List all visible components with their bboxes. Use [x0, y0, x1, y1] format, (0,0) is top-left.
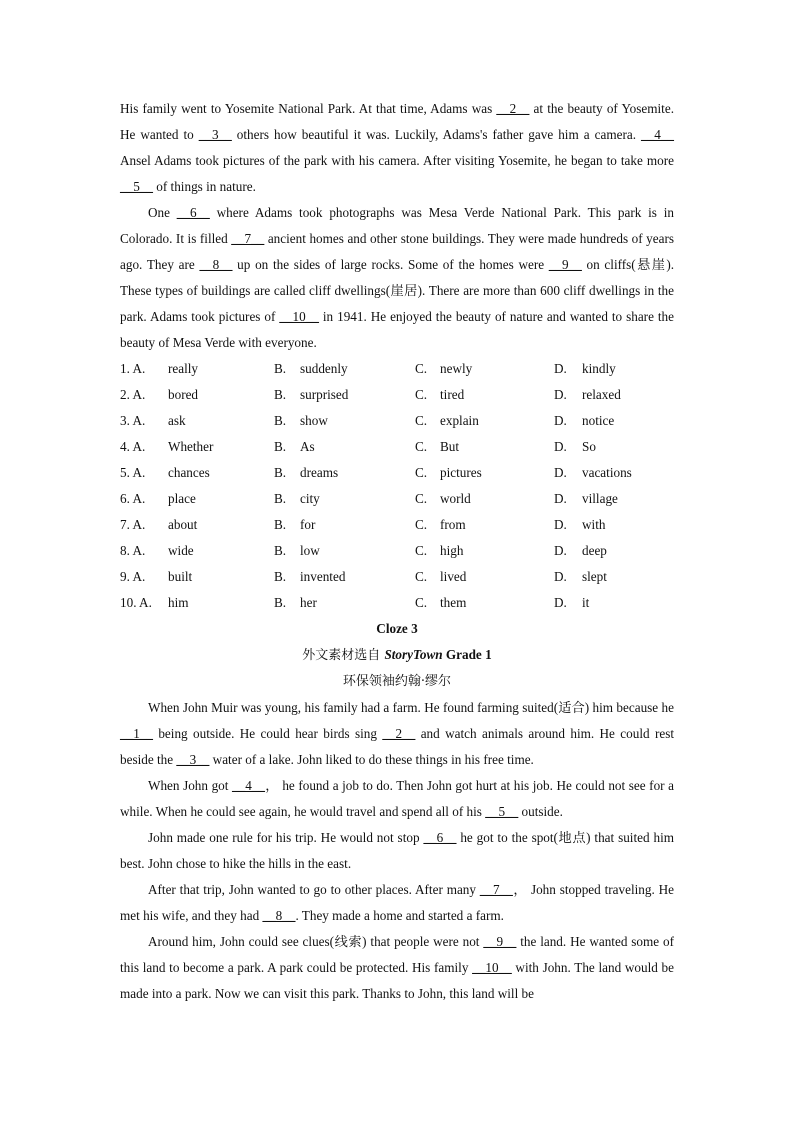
- answer-blank: __2__: [382, 726, 416, 741]
- option-a: wide: [168, 543, 194, 558]
- option-c: newly: [440, 361, 473, 376]
- text-run: on cliffs(悬崖). These types of buildings are called cliff dwellings(崖居). There are more than 600 cliff dwellings in the park. Adams took pictures of: [120, 257, 675, 324]
- text-run: of things in nature.: [152, 179, 256, 194]
- text-run: ， John stopped traveling. He met his wife, and they had: [120, 882, 674, 923]
- text-run: John made one rule for his trip. He would not stop: [148, 830, 424, 845]
- answer-blank: __2__: [496, 101, 530, 116]
- passage2-paragraph-5: [120, 929, 674, 1007]
- option-d: slept: [582, 569, 607, 584]
- option-number: 4. A.: [120, 439, 146, 454]
- text-run: the land. He wanted some of this land to become a park. A park could be protected. His family: [120, 934, 674, 975]
- option-c-label: C.: [415, 543, 428, 558]
- option-c: them: [440, 595, 467, 610]
- answer-blank: __3__: [198, 127, 232, 142]
- option-c: lived: [440, 569, 467, 584]
- option-a: him: [168, 595, 189, 610]
- option-a: Whether: [168, 439, 214, 454]
- text-run: Around him, John could see clues(线索) that people were not: [148, 934, 484, 949]
- option-c: high: [440, 543, 464, 558]
- option-number: 2. A.: [120, 387, 146, 402]
- option-row: [120, 408, 674, 434]
- option-b-label: B.: [274, 517, 287, 532]
- option-a: bored: [168, 387, 199, 402]
- answer-blank: __5__: [120, 179, 153, 194]
- source-title: StoryTown: [384, 647, 443, 662]
- option-b-label: B.: [274, 595, 287, 610]
- passage1-paragraph-1: [120, 96, 674, 200]
- option-b-label: B.: [274, 569, 287, 584]
- option-number: 6. A.: [120, 491, 146, 506]
- option-row: [120, 512, 674, 538]
- option-d: So: [582, 439, 596, 454]
- option-c: world: [440, 491, 471, 506]
- text-run: up on the sides of large rocks. Some of the homes were: [232, 257, 549, 272]
- text-run: and watch animals around him. He could rest beside the: [120, 726, 674, 767]
- option-c-label: C.: [415, 361, 428, 376]
- option-c: explain: [440, 413, 479, 428]
- option-a: really: [168, 361, 199, 376]
- text-run: where Adams took photographs was Mesa Verde National Park. This park is in Colorado. It is filled: [120, 205, 674, 246]
- option-c: But: [440, 439, 460, 454]
- option-c-label: C.: [415, 595, 428, 610]
- option-d-label: D.: [554, 387, 567, 402]
- text-run: with John. The land would be made into a park. Now we can visit this park. Thanks to John, this land will be: [120, 960, 675, 1001]
- option-b-label: B.: [274, 413, 287, 428]
- answer-blank: __6__: [423, 830, 457, 845]
- text-run: ancient homes and other stone buildings. They were made hundreds of years ago. They are: [120, 231, 675, 272]
- option-d: deep: [582, 543, 607, 558]
- answer-blank: __7__: [479, 882, 513, 897]
- option-d: with: [582, 517, 606, 532]
- answer-blank: __4__: [232, 778, 265, 793]
- source-line: [120, 642, 674, 669]
- answer-blank: __9__: [483, 934, 517, 949]
- option-number: 7. A.: [120, 517, 146, 532]
- text-run: outside.: [518, 804, 563, 819]
- option-b: invented: [300, 569, 346, 584]
- option-row: [120, 434, 674, 460]
- option-row: [120, 564, 674, 590]
- option-c-label: C.: [415, 517, 428, 532]
- option-row: [120, 382, 674, 408]
- option-row: [120, 486, 674, 512]
- text-run: at the beauty of Yosemite. He wanted to: [120, 101, 674, 142]
- answer-blank: __10__: [279, 309, 319, 324]
- option-row: [120, 356, 674, 382]
- option-row: [120, 590, 674, 616]
- options-list: [120, 356, 674, 616]
- option-d-label: D.: [554, 413, 567, 428]
- option-b: surprised: [300, 387, 349, 402]
- option-d-label: D.: [554, 595, 567, 610]
- text-run: he got to the spot(地点) that suited him best. John chose to hike the hills in the east.: [120, 830, 674, 871]
- text-run: When John Muir was young, his family had a farm. He found farming suited(适合) him because he: [148, 700, 674, 715]
- option-b-label: B.: [274, 361, 287, 376]
- option-b: dreams: [300, 465, 339, 480]
- option-a: about: [168, 517, 198, 532]
- passage2-paragraph-4: [120, 877, 674, 929]
- option-a: place: [168, 491, 196, 506]
- option-b-label: B.: [274, 439, 287, 454]
- option-a: built: [168, 569, 193, 584]
- text-run: One: [148, 205, 177, 220]
- text-run: His family went to Yosemite National Park. At that time, Adams was: [120, 101, 497, 116]
- passage1-paragraph-2: [120, 200, 674, 356]
- option-b: suddenly: [300, 361, 348, 376]
- text-run: Ansel Adams took pictures of the park with his camera. After visiting Yosemite, he began to take more: [120, 153, 674, 168]
- option-d: relaxed: [582, 387, 621, 402]
- text-run: in 1941. He enjoyed the beauty of nature and wanted to share the beauty of Mesa Verde with everyone.: [120, 309, 674, 350]
- option-c-label: C.: [415, 491, 428, 506]
- option-b-label: B.: [274, 387, 287, 402]
- option-c: from: [440, 517, 466, 532]
- option-number: 1. A.: [120, 361, 146, 376]
- text-run: When John got: [148, 778, 233, 793]
- answer-blank: __6__: [176, 205, 210, 220]
- option-b: city: [300, 491, 320, 506]
- option-b-label: B.: [274, 465, 287, 480]
- option-number: 3. A.: [120, 413, 146, 428]
- option-a: chances: [168, 465, 210, 480]
- text-run: others how beautiful it was. Luckily, Adams's father gave him a camera.: [231, 127, 642, 142]
- option-c-label: C.: [415, 439, 428, 454]
- text-run: water of a lake. John liked to do these things in his free time.: [209, 752, 534, 767]
- option-c-label: C.: [415, 569, 428, 584]
- option-d-label: D.: [554, 361, 567, 376]
- option-b: for: [300, 517, 316, 532]
- option-d: it: [582, 595, 590, 610]
- passage2-paragraph-2: [120, 773, 674, 825]
- option-b: show: [300, 413, 328, 428]
- option-d-label: D.: [554, 491, 567, 506]
- option-c: tired: [440, 387, 465, 402]
- option-d-label: D.: [554, 543, 567, 558]
- option-row: [120, 460, 674, 486]
- option-d: notice: [582, 413, 615, 428]
- passage2-paragraph-1: [120, 695, 674, 773]
- answer-blank: __3__: [176, 752, 210, 767]
- section-heading: Cloze 3: [376, 621, 418, 636]
- option-d: kindly: [582, 361, 616, 376]
- option-number: 8. A.: [120, 543, 146, 558]
- option-c-label: C.: [415, 465, 428, 480]
- text-run: being outside. He could hear birds sing: [152, 726, 383, 741]
- option-number: 10. A.: [120, 595, 152, 610]
- option-a: ask: [168, 413, 186, 428]
- option-b: her: [300, 595, 317, 610]
- option-c-label: C.: [415, 387, 428, 402]
- option-b: low: [300, 543, 320, 558]
- text-run: . They made a home and started a farm.: [295, 908, 504, 923]
- option-d-label: D.: [554, 569, 567, 584]
- source-prefix: 外文素材选自: [302, 648, 385, 663]
- answer-blank: __5__: [485, 804, 519, 819]
- source-suffix: Grade 1: [442, 647, 492, 662]
- answer-blank: __7__: [231, 231, 265, 246]
- option-number: 5. A.: [120, 465, 146, 480]
- option-c-label: C.: [415, 413, 428, 428]
- option-d: village: [582, 491, 618, 506]
- answer-blank: __9__: [548, 257, 582, 272]
- option-d-label: D.: [554, 465, 567, 480]
- option-number: 9. A.: [120, 569, 146, 584]
- text-run: After that trip, John wanted to go to other places. After many: [148, 882, 480, 897]
- option-d-label: D.: [554, 439, 567, 454]
- answer-blank: __10__: [472, 960, 512, 975]
- option-d: vacations: [582, 465, 632, 480]
- option-b-label: B.: [274, 491, 287, 506]
- section-subtitle: 环保领袖约翰·缪尔: [342, 674, 452, 689]
- answer-blank: __8__: [199, 257, 233, 272]
- passage2-paragraph-3: [120, 825, 674, 877]
- option-c: pictures: [440, 465, 482, 480]
- text-run: ， he found a job to do. Then John got hurt at his job. He could not see for a while. When he could see again, he would travel and spend all of his: [120, 778, 674, 819]
- option-d-label: D.: [554, 517, 567, 532]
- document-page: [120, 96, 674, 1007]
- answer-blank: __8__: [262, 908, 296, 923]
- answer-blank: __4__: [641, 127, 674, 142]
- answer-blank: __1__: [120, 726, 153, 741]
- option-b-label: B.: [274, 543, 287, 558]
- option-b: As: [300, 439, 315, 454]
- option-row: [120, 538, 674, 564]
